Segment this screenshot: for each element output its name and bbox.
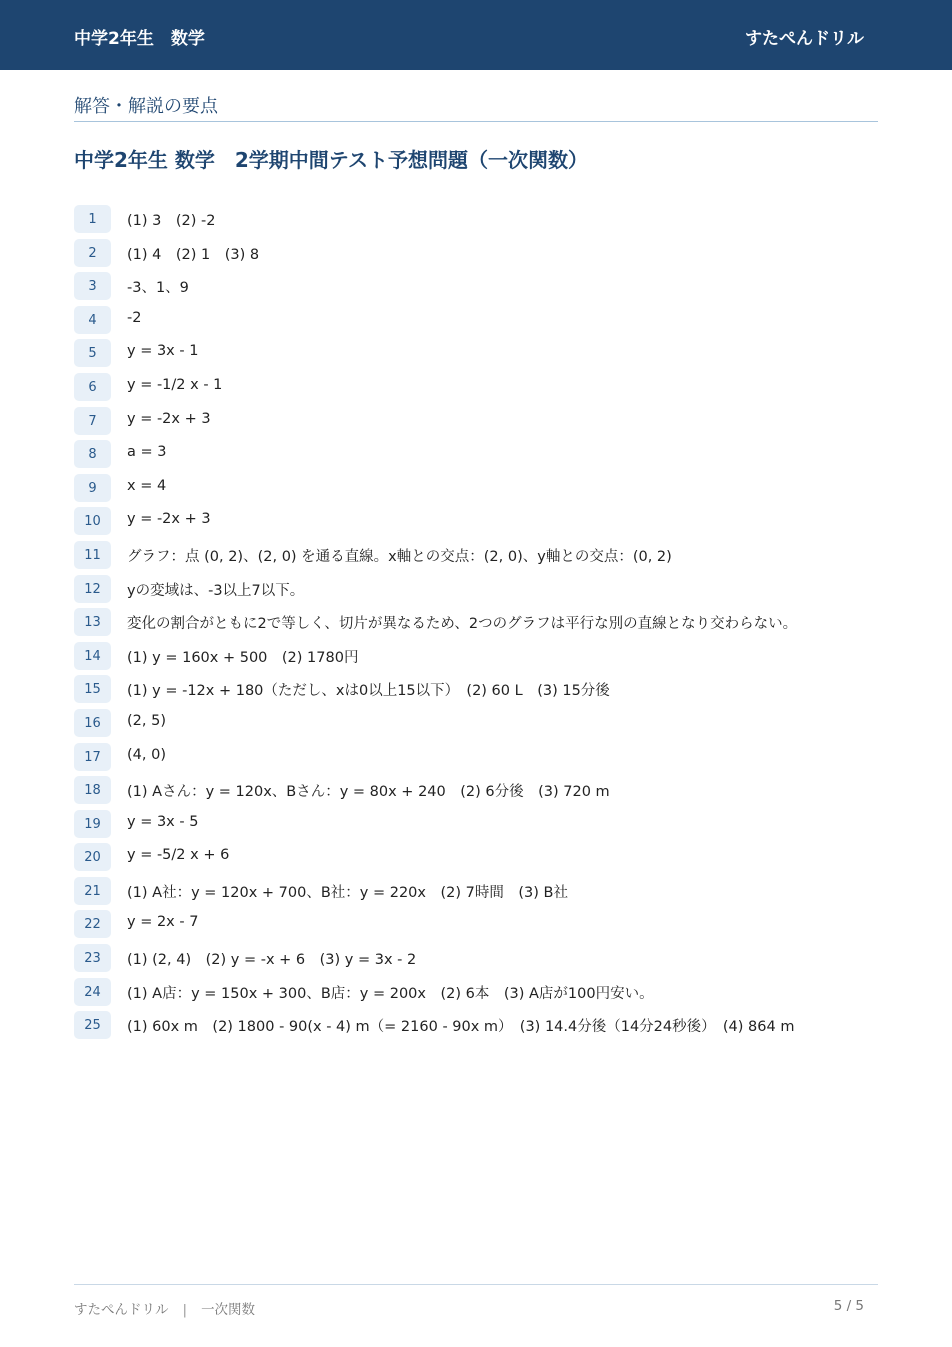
answer-number-badge: 15 bbox=[74, 675, 111, 703]
list-item bbox=[74, 944, 884, 978]
answer-number-badge: 10 bbox=[74, 507, 111, 535]
answer-text: a = 3 bbox=[127, 444, 167, 461]
list-item bbox=[74, 675, 884, 709]
list-item bbox=[74, 507, 884, 541]
answer-number-badge: 16 bbox=[74, 709, 111, 737]
answer-text: (1) 60x m (2) 1800 - 90(x - 4) m（= 2160 - 90x m） (3) 14.4分後（14分24秒後） (4) 864 m bbox=[127, 1019, 795, 1036]
answer-text: 変化の割合がともに2で等しく、切片が異なるため、2つのグラフは平行な別の直線となり交わらない。 bbox=[127, 616, 798, 633]
answer-text: x = 4 bbox=[127, 477, 167, 494]
answer-number-badge: 3 bbox=[74, 272, 111, 300]
list-item bbox=[74, 440, 884, 474]
answer-text: (2, 5) bbox=[127, 712, 166, 729]
footer-divider bbox=[74, 1284, 878, 1285]
list-item bbox=[74, 776, 884, 810]
footer-brand: すたぺんドリル bbox=[74, 1302, 169, 1318]
answer-number-badge: 12 bbox=[74, 575, 111, 603]
answer-number-badge: 14 bbox=[74, 642, 111, 670]
footer-separator: | bbox=[182, 1302, 188, 1318]
footer-info bbox=[74, 1298, 255, 1318]
answer-text: y = 2x - 7 bbox=[127, 914, 199, 931]
answer-text: (1) (2, 4) (2) y = -x + 6 (3) y = 3x - 2 bbox=[127, 952, 417, 969]
answer-text: (1) A社：y = 120x + 700、B社：y = 220x (2) 7時間 (3) B社 bbox=[127, 884, 568, 901]
list-item bbox=[74, 608, 884, 642]
answer-text: (1) 3 (2) -2 bbox=[127, 213, 216, 229]
answer-number-badge: 20 bbox=[74, 843, 111, 871]
answer-number-badge: 17 bbox=[74, 743, 111, 771]
answer-number-badge: 13 bbox=[74, 608, 111, 636]
header-brand: すたぺんドリル bbox=[745, 29, 864, 49]
section-label: 解答・解説の要点 bbox=[74, 96, 218, 117]
answer-text: (1) A店：y = 150x + 300、B店：y = 200x (2) 6本 (3) A店が100円安い。 bbox=[127, 985, 654, 1002]
answer-text: (1) y = 160x + 500 (2) 1780円 bbox=[127, 649, 359, 666]
list-item bbox=[74, 743, 884, 777]
list-item bbox=[74, 205, 884, 239]
list-item bbox=[74, 877, 884, 911]
list-item bbox=[74, 474, 884, 508]
answer-number-badge: 25 bbox=[74, 1011, 111, 1039]
answer-text: y = 3x - 1 bbox=[127, 343, 199, 360]
list-item bbox=[74, 239, 884, 273]
answer-text: y = -1/2 x - 1 bbox=[127, 376, 223, 393]
answer-number-badge: 18 bbox=[74, 776, 111, 804]
list-item bbox=[74, 407, 884, 441]
answer-text: (1) Aさん：y = 120x、Bさん：y = 80x + 240 (2) 6分後 (3) 720 m bbox=[127, 784, 610, 801]
answer-text: y = -2x + 3 bbox=[127, 511, 211, 528]
answer-number-badge: 5 bbox=[74, 339, 111, 367]
footer-topic: 一次関数 bbox=[201, 1302, 256, 1318]
answer-text: グラフ：点 (0, 2)、(2, 0) を通る直線。x軸との交点：(2, 0)、y軸との交点：(0, 2) bbox=[127, 548, 672, 565]
answer-number-badge: 23 bbox=[74, 944, 111, 972]
list-item bbox=[74, 373, 884, 407]
answer-text: -3、1、9 bbox=[127, 280, 189, 297]
answer-text: (4, 0) bbox=[127, 746, 166, 763]
answer-text: y = 3x - 5 bbox=[127, 813, 199, 830]
answer-number-badge: 24 bbox=[74, 978, 111, 1006]
list-item bbox=[74, 910, 884, 944]
list-item bbox=[74, 978, 884, 1012]
answer-number-badge: 8 bbox=[74, 440, 111, 468]
list-item bbox=[74, 709, 884, 743]
list-item bbox=[74, 642, 884, 676]
list-item bbox=[74, 339, 884, 373]
answer-text: (1) 4 (2) 1 (3) 8 bbox=[127, 246, 260, 263]
page-title: 中学2年生 数学 2学期中間テスト予想問題（一次関数） bbox=[74, 148, 588, 172]
list-item bbox=[74, 843, 884, 877]
answer-number-badge: 21 bbox=[74, 877, 111, 905]
answer-number-badge: 19 bbox=[74, 810, 111, 838]
answer-text: -2 bbox=[127, 309, 142, 326]
answer-text: (1) y = -12x + 180（ただし、xは0以上15以下） (2) 60 L (3) 15分後 bbox=[127, 683, 610, 700]
list-item bbox=[74, 810, 884, 844]
list-item bbox=[74, 575, 884, 609]
answer-list bbox=[74, 205, 884, 1045]
answer-text: y = -2x + 3 bbox=[127, 410, 211, 427]
page-number: 5 / 5 bbox=[833, 1298, 864, 1314]
list-item bbox=[74, 541, 884, 575]
answer-number-badge: 1 bbox=[74, 205, 111, 233]
answer-number-badge: 7 bbox=[74, 407, 111, 435]
list-item bbox=[74, 1011, 884, 1045]
page-header bbox=[0, 0, 952, 70]
answer-text: yの変域は、-3以上7以下。 bbox=[127, 582, 305, 599]
answer-number-badge: 11 bbox=[74, 541, 111, 569]
answer-number-badge: 6 bbox=[74, 373, 111, 401]
list-item bbox=[74, 272, 884, 306]
section-divider bbox=[74, 121, 878, 122]
answer-number-badge: 2 bbox=[74, 239, 111, 267]
answer-text: y = -5/2 x + 6 bbox=[127, 847, 230, 864]
list-item bbox=[74, 306, 884, 340]
answer-number-badge: 22 bbox=[74, 910, 111, 938]
header-subject-title: 中学2年生 数学 bbox=[74, 29, 205, 49]
answer-number-badge: 9 bbox=[74, 474, 111, 502]
answer-number-badge: 4 bbox=[74, 306, 111, 334]
